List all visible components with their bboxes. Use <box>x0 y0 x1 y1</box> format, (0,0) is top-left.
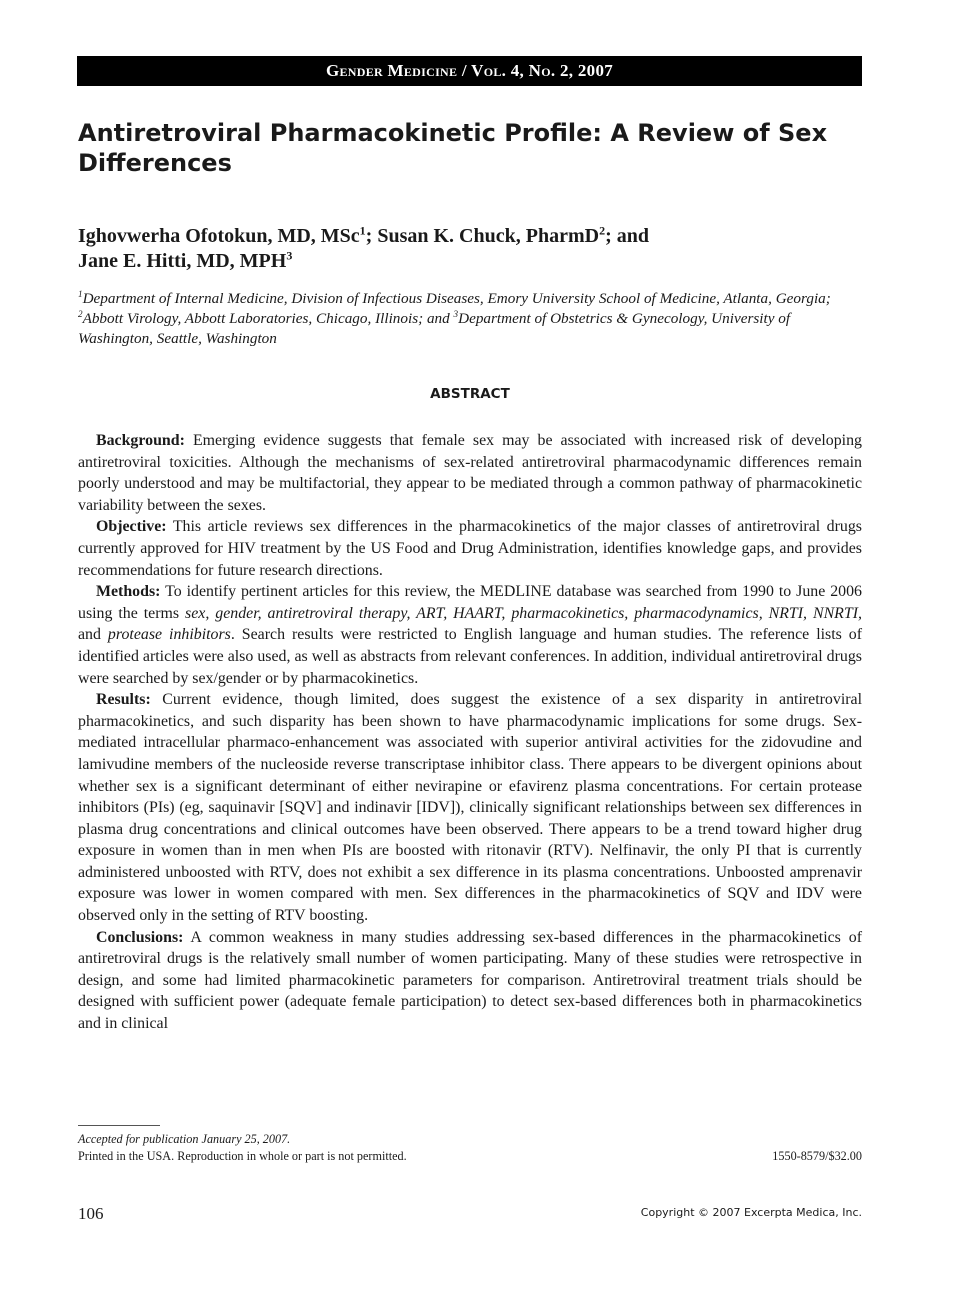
section-text: Current evidence, though limited, does suggest the existence of a sex disparity in antiretroviral pharmacokinetics, and such disparity has been shown to have pharmacodynamic implications for some drugs. Sex-mediated intracellular pharmaco-enhancement was associated with superior antiviral activities for the zidovudine and lamivudine members of the nucleoside reverse transcriptase inhibitor class. There appears to be divergent opinions about whether sex is a significant determinant of either nevirapine or efavirenz plasma concentrations. For certain protease inhibitors (PIs) (eg, saquinavir [SQV] and indinavir [IDV]), clinically significant relationships between sex differences in plasma drug concentrations and clinical outcomes have been observed. There appears to be a trend toward higher drug exposure in women than in men when PIs are boosted with ritonavir (RTV). Nelfinavir, the only PI that is currently administered unboosted with RTV, does not exhibit a sex difference in its plasma concentrations. Unboosted amprenavir exposure was lower in women compared with men. Sex differences in the pharmacokinetics of SQV and IDV were observed only in the setting of RTV boosting. <box>78 691 862 925</box>
section-label: Methods: <box>96 583 161 601</box>
search-terms: sex, gender, antiretroviral therapy, ART, HAART, pharmacokinetics, pharmacodynamics, NRTI, NNRTI, <box>185 604 862 622</box>
footnote-divider <box>78 1125 160 1126</box>
affiliations <box>78 289 863 349</box>
article-title: Antiretroviral Pharmacokinetic Profile: A Review of Sex Differences <box>78 119 828 177</box>
abstract-results <box>78 689 862 927</box>
affiliation-number: 3 <box>453 308 459 319</box>
issn-price: 1550-8579/$32.00 <box>772 1149 862 1163</box>
section-text: A common weakness in many studies addressing sex-based differences in the pharmacokinetics of antiretroviral drugs is the relatively small number of women participating. Many of these studies were retrospective in design, and some had limited pharmacokinetic parameters for comparison. Antiretroviral treatment trials should be designed with sufficient power (adequate female participation) to detect sex-based differences both in pharmacokinetics and in clinical <box>78 928 862 1033</box>
abstract-methods <box>78 581 862 689</box>
page-number: 106 <box>78 1204 104 1223</box>
author-name: Ighovwerha Ofotokun, MD, MSc <box>78 225 360 247</box>
section-text: This article reviews sex differences in the pharmacokinetics of the major classes of antiretroviral drugs currently approved for HIV treatment by the US Food and Drug Administration, identifies knowledge gaps, and provides recommendations for future research directions. <box>78 518 862 579</box>
section-label: Results: <box>96 691 151 709</box>
author-affiliation-mark: 1 <box>359 223 366 238</box>
abstract-body <box>78 430 862 1035</box>
abstract-background <box>78 430 862 516</box>
author-separator: ; and <box>605 225 649 247</box>
abstract-heading: ABSTRACT <box>430 386 510 402</box>
search-term-last: protease inhibitors <box>107 626 231 644</box>
author-list <box>78 224 858 274</box>
affiliation-number: 1 <box>78 288 83 299</box>
affiliation-text: Abbott Virology, Abbott Laboratories, Chicago, Illinois; and <box>82 310 454 327</box>
section-text: Emerging evidence suggests that female sex may be associated with increased risk of developing antiretroviral toxicities. Although the mechanisms of sex-related antiretroviral pharmacodynamic differences remain poorly understood and may be multifactorial, they appear to be mediated through a common pathway of pharmacokinetic variability between the sexes. <box>78 432 862 514</box>
affiliation-text: Department of Obstetrics & Gynecology, University of Washington, Seattle, Washington <box>78 310 791 347</box>
journal-header-bar <box>77 56 862 86</box>
printed-row <box>78 1148 862 1165</box>
section-label: Conclusions: <box>96 928 184 946</box>
section-label: Background: <box>96 432 185 449</box>
author-separator: ; <box>365 225 378 247</box>
copyright-notice: Copyright © 2007 Excerpta Medica, Inc. <box>640 1206 862 1219</box>
affiliation-text: Department of Internal Medicine, Division of Infectious Diseases, Emory University School of Medicine, Atlanta, Georgia; <box>82 290 831 307</box>
section-text: and <box>78 626 108 644</box>
author-name: Jane E. Hitti, MD, MPH <box>78 250 287 272</box>
section-text: . Search results were restricted to English language and human studies. The reference lists of identified articles were also used, as well as abstracts from relevant conferences. In addition, individual antiretroviral drugs were searched by sex/gender or by pharmacokinetics. <box>78 626 863 687</box>
footnote <box>78 1131 862 1165</box>
printed-notice: Printed in the USA. Reproduction in whole or part is not permitted. <box>78 1149 407 1163</box>
author-name: Susan K. Chuck, PharmD <box>377 225 600 247</box>
affiliation-number: 2 <box>78 308 83 319</box>
journal-issue-line: Gender Medicine / Vol. 4, No. 2, 2007 <box>325 61 614 80</box>
section-text: To identify pertinent articles for this review, the MEDLINE database was searched from 1990 to June 2006 using the terms <box>78 583 862 622</box>
author-affiliation-mark: 3 <box>286 248 293 263</box>
author-affiliation-mark: 2 <box>599 223 606 238</box>
abstract-conclusions <box>78 927 862 1035</box>
section-label: Objective: <box>96 518 167 536</box>
abstract-objective <box>78 516 862 581</box>
accepted-date: Accepted for publication January 25, 2007. <box>78 1132 291 1146</box>
